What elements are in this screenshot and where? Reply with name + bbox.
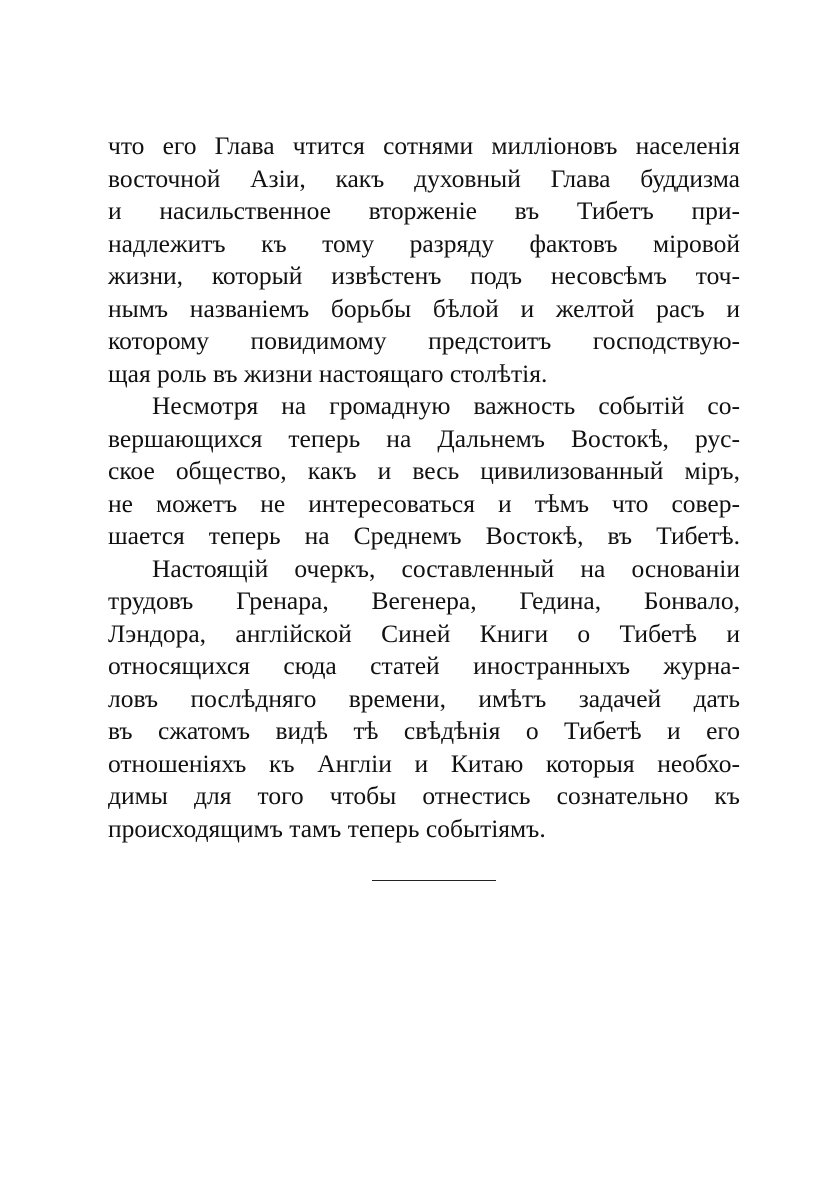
text-line: которому повидимому предстоитъ господствую- [108,326,740,355]
text-line: трудовъ Гренара, Вегенера, Гедина, Бонвало, [108,586,740,615]
text-line: шается теперь на Среднемъ Востокѣ, въ Тибетѣ. [108,521,740,550]
text-line: щая роль въ жизни настоящаго столѣтія. [108,358,548,388]
text-line: жизни, который извѣстенъ подъ несовсѣмъ точ- [108,261,740,290]
paragraph-3 [108,553,740,846]
text-line: надлежитъ къ тому разряду фактовъ міровой [108,228,740,258]
text-line: вершающихся теперь на Дальнемъ Востокѣ, рус- [108,423,740,453]
text-line: отношеніяхъ къ Англіи и Китаю которыя необхо- [108,748,740,778]
text-line: ловъ послѣдняго времени, имѣтъ задачей дать [108,683,740,713]
text-line: не можетъ не интересоваться и тѣмъ что совер- [108,488,740,518]
text-line: нымъ названіемъ борьбы бѣлой и желтой расъ и [108,293,740,323]
text-line: въ сжатомъ видѣ тѣ свѣдѣнія о Тибетѣ и его [108,716,740,745]
text-line: происходящимъ тамъ теперь событіямъ. [108,813,546,843]
text-line: ское общество, какъ и весь цивилизованный міръ, [108,456,740,485]
paragraph-1 [108,130,740,390]
text-line: и насильственное вторженіе въ Тибетъ при- [108,196,740,225]
text-line: Несмотря на громадную важность событій со- [152,391,740,420]
text-line: что его Глава чтится сотнями милліоновъ населенія [108,131,740,160]
text-line: восточной Азіи, какъ духовный Глава буддизма [108,163,740,193]
paragraph-2 [108,390,740,553]
section-end-rule [372,880,496,881]
text-line: димы для того чтобы отнестись сознательно къ [108,781,740,810]
text-line: Настоящій очеркъ, составленный на основаніи [152,553,740,583]
text-line: относящихся сюда статей иностранныхъ журна- [108,651,740,680]
text-line: Лэндора, англійской Синей Книги о Тибетѣ и [108,618,740,648]
body-text [108,130,740,845]
